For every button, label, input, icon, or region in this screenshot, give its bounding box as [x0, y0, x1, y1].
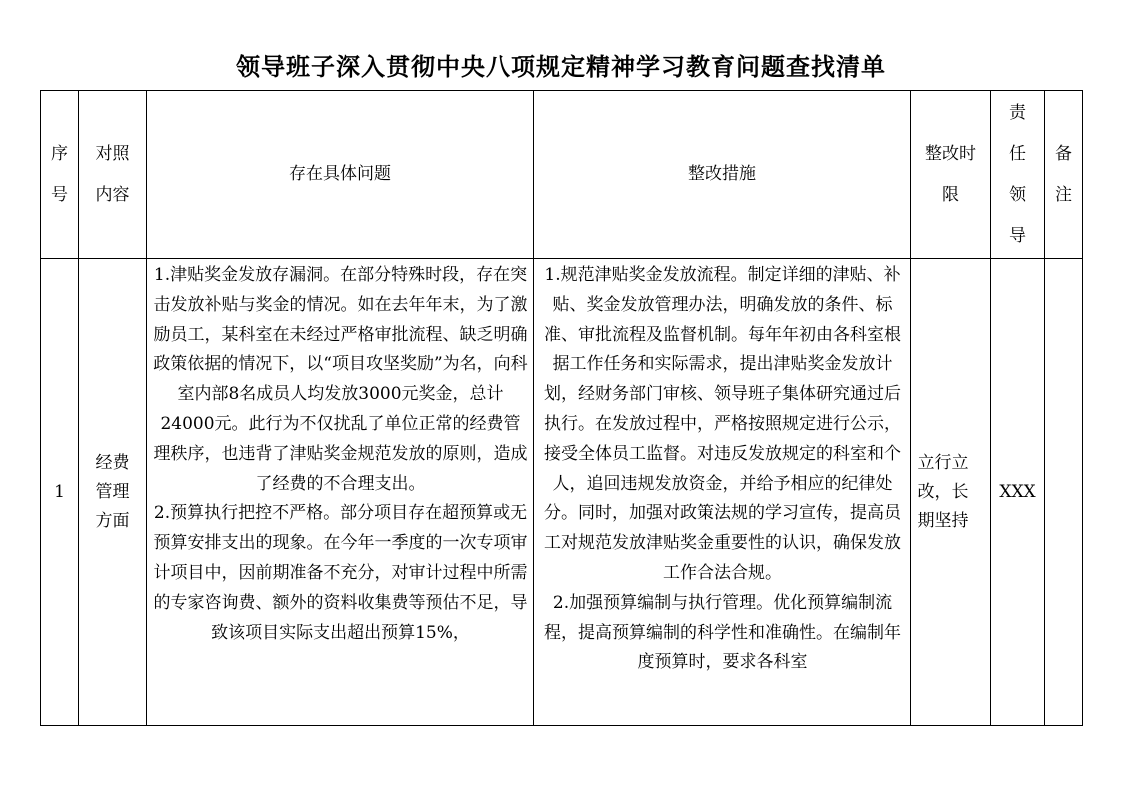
header-leader	[991, 91, 1045, 259]
problem-item-2: 2.预算执行把控不严格。部分项目存在超预算或无预算安排支出的现象。在今年一季度的一次专项审计项目中，因前期准备不充分，对审计过程中所需的专家咨询费、额外的资料收集费等预估不足，导致该项目实际支出超出预算15%，	[153, 503, 528, 643]
header-remarks-label: 备注	[1055, 143, 1072, 205]
row-index: 1	[54, 482, 65, 502]
header-category	[79, 91, 147, 259]
row-category-cell	[79, 259, 147, 726]
table-row	[41, 259, 1083, 726]
header-remarks	[1045, 91, 1083, 259]
row-category: 经费管理方面	[95, 452, 130, 531]
row-problems-cell	[147, 259, 534, 726]
row-leader: XXX	[999, 482, 1036, 502]
header-problems	[147, 91, 534, 259]
header-index	[41, 91, 79, 259]
document-title: 领导班子深入贯彻中央八项规定精神学习教育问题查找清单	[236, 52, 886, 81]
header-leader-label: 责任领导	[1009, 102, 1026, 246]
measure-item-1: 1.规范津贴奖金发放流程。制定详细的津贴、补贴、奖金发放管理办法，明确发放的条件、标准、审批流程及监督机制。每年年初由各科室根据工作任务和实际需求，提出津贴奖金发放计划，经财务部门审核、领导班子集体研究通过后执行。在发放过程中，严格按照规定进行公示，接受全体员工监督。对违反发放规定的科室和个人，追回违规发放资金，并给予相应的纪律处分。同时，加强对政策法规的学习宣传，提高员工对规范发放津贴奖金重要性的认识，确保发放工作合法合规。	[544, 265, 901, 583]
header-problems-label: 存在具体问题	[289, 164, 391, 184]
issue-table	[40, 90, 1083, 726]
header-measures-label: 整改措施	[688, 164, 756, 184]
row-measures-cell	[534, 259, 911, 726]
header-index-label: 序号	[51, 143, 68, 205]
row-deadline-cell	[911, 259, 991, 726]
row-remarks-cell	[1045, 259, 1083, 726]
row-deadline: 立行立改，长期坚持	[917, 452, 969, 531]
problem-item-1: 1.津贴奖金发放存漏洞。在部分特殊时段，存在突击发放补贴与奖金的情况。如在去年年末，为了激励员工，某科室在未经过严格审批流程、缺乏明确政策依据的情况下，以“项目攻坚奖励”为名，向科室内部8名成员人均发放3000元奖金，总计24000元。此行为不仅扰乱了单位正常的经费管理秩序，也违背了津贴奖金规范发放的原则，造成了经费的不合理支出。	[153, 265, 528, 494]
measure-item-2: 2.加强预算编制与执行管理。优化预算编制流程，提高预算编制的科学性和准确性。在编制年度预算时，要求各科室	[544, 592, 901, 673]
header-measures	[534, 91, 911, 259]
row-leader-cell	[991, 259, 1045, 726]
header-category-label: 对照内容	[95, 143, 130, 205]
row-index-cell	[41, 259, 79, 726]
table-header-row	[41, 91, 1083, 259]
header-deadline	[911, 91, 991, 259]
header-deadline-label: 整改时限	[925, 143, 976, 205]
